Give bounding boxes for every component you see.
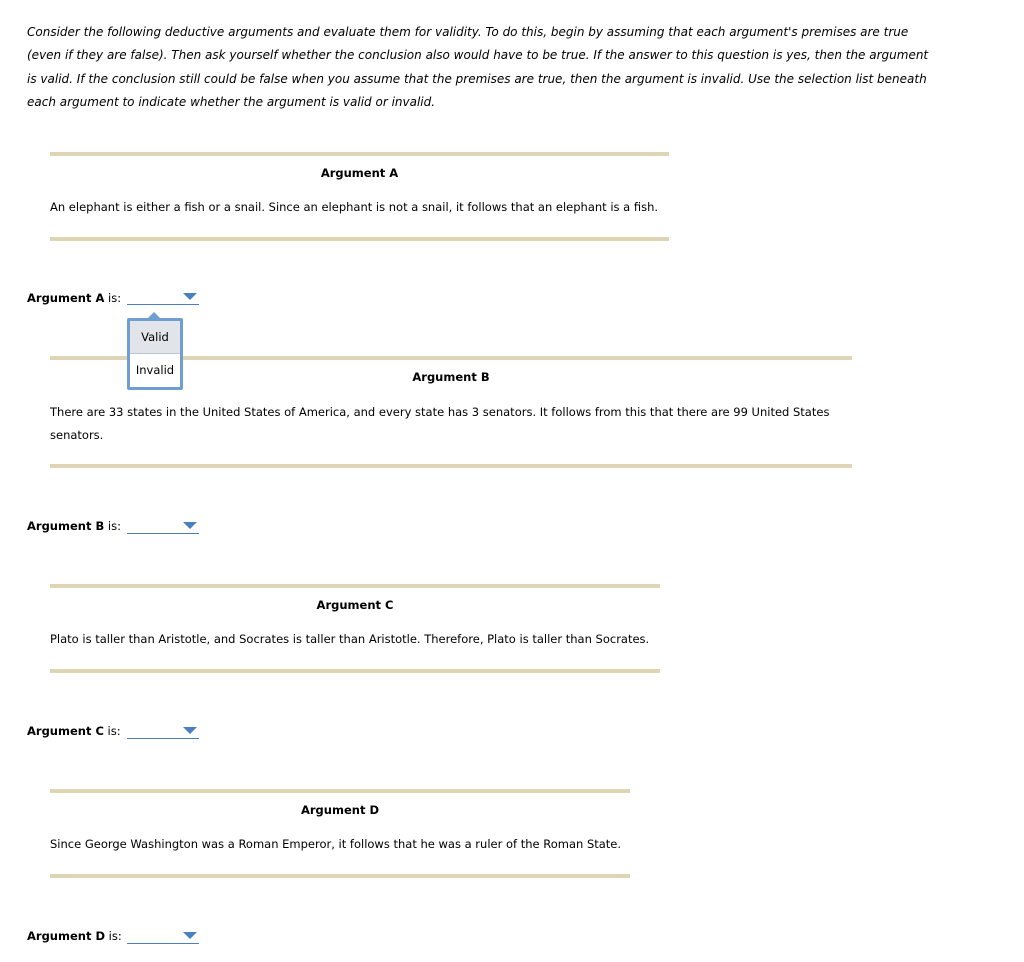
argument-a-bottom-rule (50, 237, 669, 241)
argument-c-box (50, 584, 660, 674)
argument-d-answer-name: Argument D (27, 929, 106, 943)
argument-c-select[interactable] (127, 724, 199, 739)
argument-d-answer-suffix: is: (105, 929, 122, 943)
argument-a-text-line: An elephant is either a fish or a snail. Since an elephant is not a snail, it follows that an elephant is a fish. (50, 200, 659, 214)
argument-c-bottom-rule (50, 669, 660, 673)
argument-b-title: Argument B (412, 370, 490, 384)
argument-b-text-line: senators. (50, 428, 104, 442)
argument-b-bottom-rule (50, 464, 852, 468)
dropdown-pointer-icon (147, 312, 161, 319)
argument-a-title: Argument A (320, 166, 399, 180)
argument-c-answer-name: Argument C (27, 724, 104, 738)
argument-d-title: Argument D (300, 803, 379, 817)
argument-a-answer-name: Argument A (27, 291, 105, 305)
argument-a-answer-suffix: is: (104, 291, 122, 305)
argument-b-answer-label (27, 519, 121, 533)
argument-a-text (50, 196, 658, 219)
argument-c-text-line: Plato is taller than Aristotle, and Socrates is taller than Aristotle. Therefore, Plato is taller than Socrates. (50, 632, 650, 646)
option-invalid[interactable]: Invalid (130, 354, 180, 387)
chevron-down-icon[interactable] (183, 932, 197, 939)
argument-d-answer-label (27, 929, 122, 943)
argument-a-select[interactable] (127, 290, 199, 305)
argument-b-select[interactable] (127, 519, 199, 534)
argument-d-bottom-rule (50, 874, 630, 878)
argument-c-answer-label (27, 724, 121, 738)
argument-d-select[interactable] (127, 929, 199, 944)
instructions-line: is valid. If the conclusion still could be false when you assume that the premises are true, then the argument is invalid. Use the selection list beneath (27, 71, 927, 86)
argument-b-text (50, 401, 829, 447)
argument-b-text-line: There are 33 states in the United States of America, and every state has 3 senators. It follows from this that there are 99 United States (50, 405, 830, 419)
argument-d-box (50, 789, 630, 879)
argument-c-top-rule (50, 584, 660, 588)
option-valid[interactable]: Valid (130, 321, 180, 354)
argument-a-answer-label (27, 291, 121, 305)
argument-b-answer-suffix: is: (104, 519, 121, 533)
argument-c-title: Argument C (316, 598, 394, 612)
argument-a-top-rule (50, 152, 669, 156)
chevron-down-icon[interactable] (183, 522, 197, 529)
argument-c-answer-suffix: is: (103, 724, 121, 738)
argument-a-box (50, 152, 669, 242)
argument-a-dropdown-menu (127, 318, 183, 390)
instructions (27, 21, 927, 114)
argument-b-answer-name: Argument B (27, 519, 105, 533)
argument-d-top-rule (50, 789, 630, 793)
instructions-line: each argument to indicate whether the argument is valid or invalid. (27, 94, 436, 109)
argument-d-text-line: Since George Washington was a Roman Emperor, it follows that he was a ruler of the Roman State. (50, 837, 622, 851)
chevron-down-icon[interactable] (183, 293, 197, 300)
argument-d-text (50, 833, 621, 856)
instructions-line: (even if they are false). Then ask yourself whether the conclusion also would have to be true. If the answer to this question is yes, then the argument (27, 48, 929, 63)
instructions-line: Consider the following deductive arguments and evaluate them for validity. To do this, begin by assuming that each argument's premises are true (27, 25, 909, 39)
argument-c-text (50, 628, 649, 651)
chevron-down-icon[interactable] (183, 727, 197, 734)
